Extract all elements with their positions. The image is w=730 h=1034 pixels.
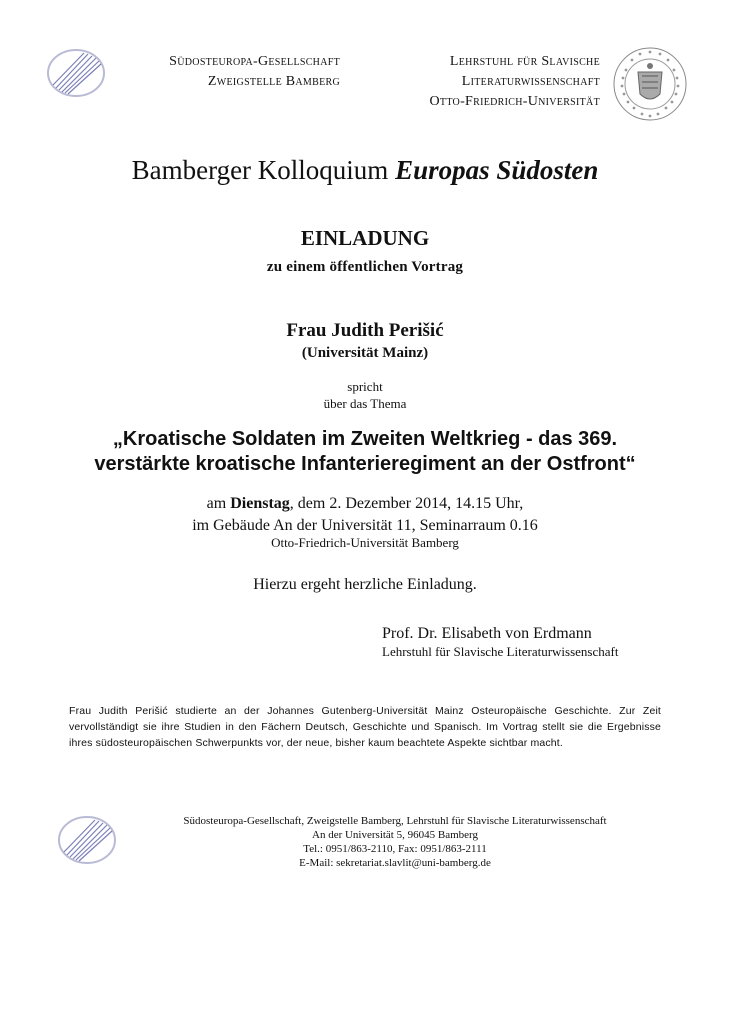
university-seal-icon — [612, 44, 688, 124]
invitation-heading: EINLADUNG — [300, 226, 430, 250]
speaker-bio: Frau Judith Perišić studierte an der Johannes Gutenberg-Universität Mainz Osteuropäische Geschichte. Zur Zeit vervollständigt sie ihre Studien in den Fächern Deutsch, Geschichte und Spanisch. Im Vortrag stellt sie die Ergebnisse ihres südosteuropäischen Schwerpunkts vor, der neue, bisher kaum beachtete Aspekte sichtbar macht. — [69, 705, 661, 749]
series-prefix: Bamberger Kolloquium — [131, 155, 389, 185]
sog-footer-logo-icon — [57, 815, 117, 865]
header-society-line1: Südosteuropa-Gesellschaft — [169, 54, 340, 69]
series-italic: Europas Südosten — [395, 155, 599, 185]
speaker-name: Frau Judith Perišić — [286, 320, 444, 341]
signature-name: Prof. Dr. Elisabeth von Erdmann — [382, 625, 592, 642]
footer-line1: Südosteuropa-Gesellschaft, Zweigstelle Bamberg, Lehrstuhl für Slavische Literaturwissenschaft — [183, 815, 607, 827]
speaks-line2: über das Thema — [323, 396, 407, 411]
event-place: im Gebäude An der Universität 11, Seminarraum 0.16 — [192, 517, 538, 534]
event-day: Dienstag — [230, 495, 290, 512]
event-date-rest: , dem 2. Dezember 2014, 14.15 Uhr, — [289, 495, 524, 512]
header-society-line2: Zweigstelle Bamberg — [207, 74, 340, 89]
speaks-line1: spricht — [347, 379, 383, 394]
series-title — [0, 155, 730, 186]
signature-chair: Lehrstuhl für Slavische Literaturwissenschaft — [382, 644, 619, 659]
talk-title-line1: „Kroatische Soldaten im Zweiten Weltkrieg - das 369. — [112, 428, 618, 450]
event-university: Otto-Friedrich-Universität Bamberg — [271, 535, 459, 550]
talk-title — [0, 427, 730, 477]
header-society — [110, 52, 340, 92]
header-chair-line2: Literaturwissenschaft — [461, 74, 600, 89]
footer-email[interactable]: E-Mail: sekretariat.slavlit@uni-bamberg.de — [299, 857, 491, 869]
event-date-line — [0, 493, 730, 515]
event-when — [0, 493, 730, 537]
footer-contact — [130, 814, 660, 870]
invitation-subheading: zu einem öffentlichen Vortrag — [266, 259, 464, 275]
greeting: Hierzu ergeht herzliche Einladung. — [253, 576, 477, 593]
footer-line3: Tel.: 0951/863-2110, Fax: 0951/863-2111 — [303, 843, 487, 855]
speaker-affiliation: (Universität Mainz) — [301, 345, 429, 361]
sog-logo-icon — [46, 48, 106, 98]
header-chair — [360, 52, 600, 112]
header-chair-line3: Otto-Friedrich-Universität — [429, 94, 600, 109]
footer-line2: An der Universität 5, 96045 Bamberg — [312, 829, 478, 841]
speaks-about — [0, 378, 730, 412]
header-chair-line1: Lehrstuhl für Slavische — [449, 54, 600, 69]
talk-title-line2: verstärkte kroatische Infanterieregiment an der Ostfront“ — [94, 453, 636, 475]
event-date-prefix: am — [206, 495, 227, 512]
